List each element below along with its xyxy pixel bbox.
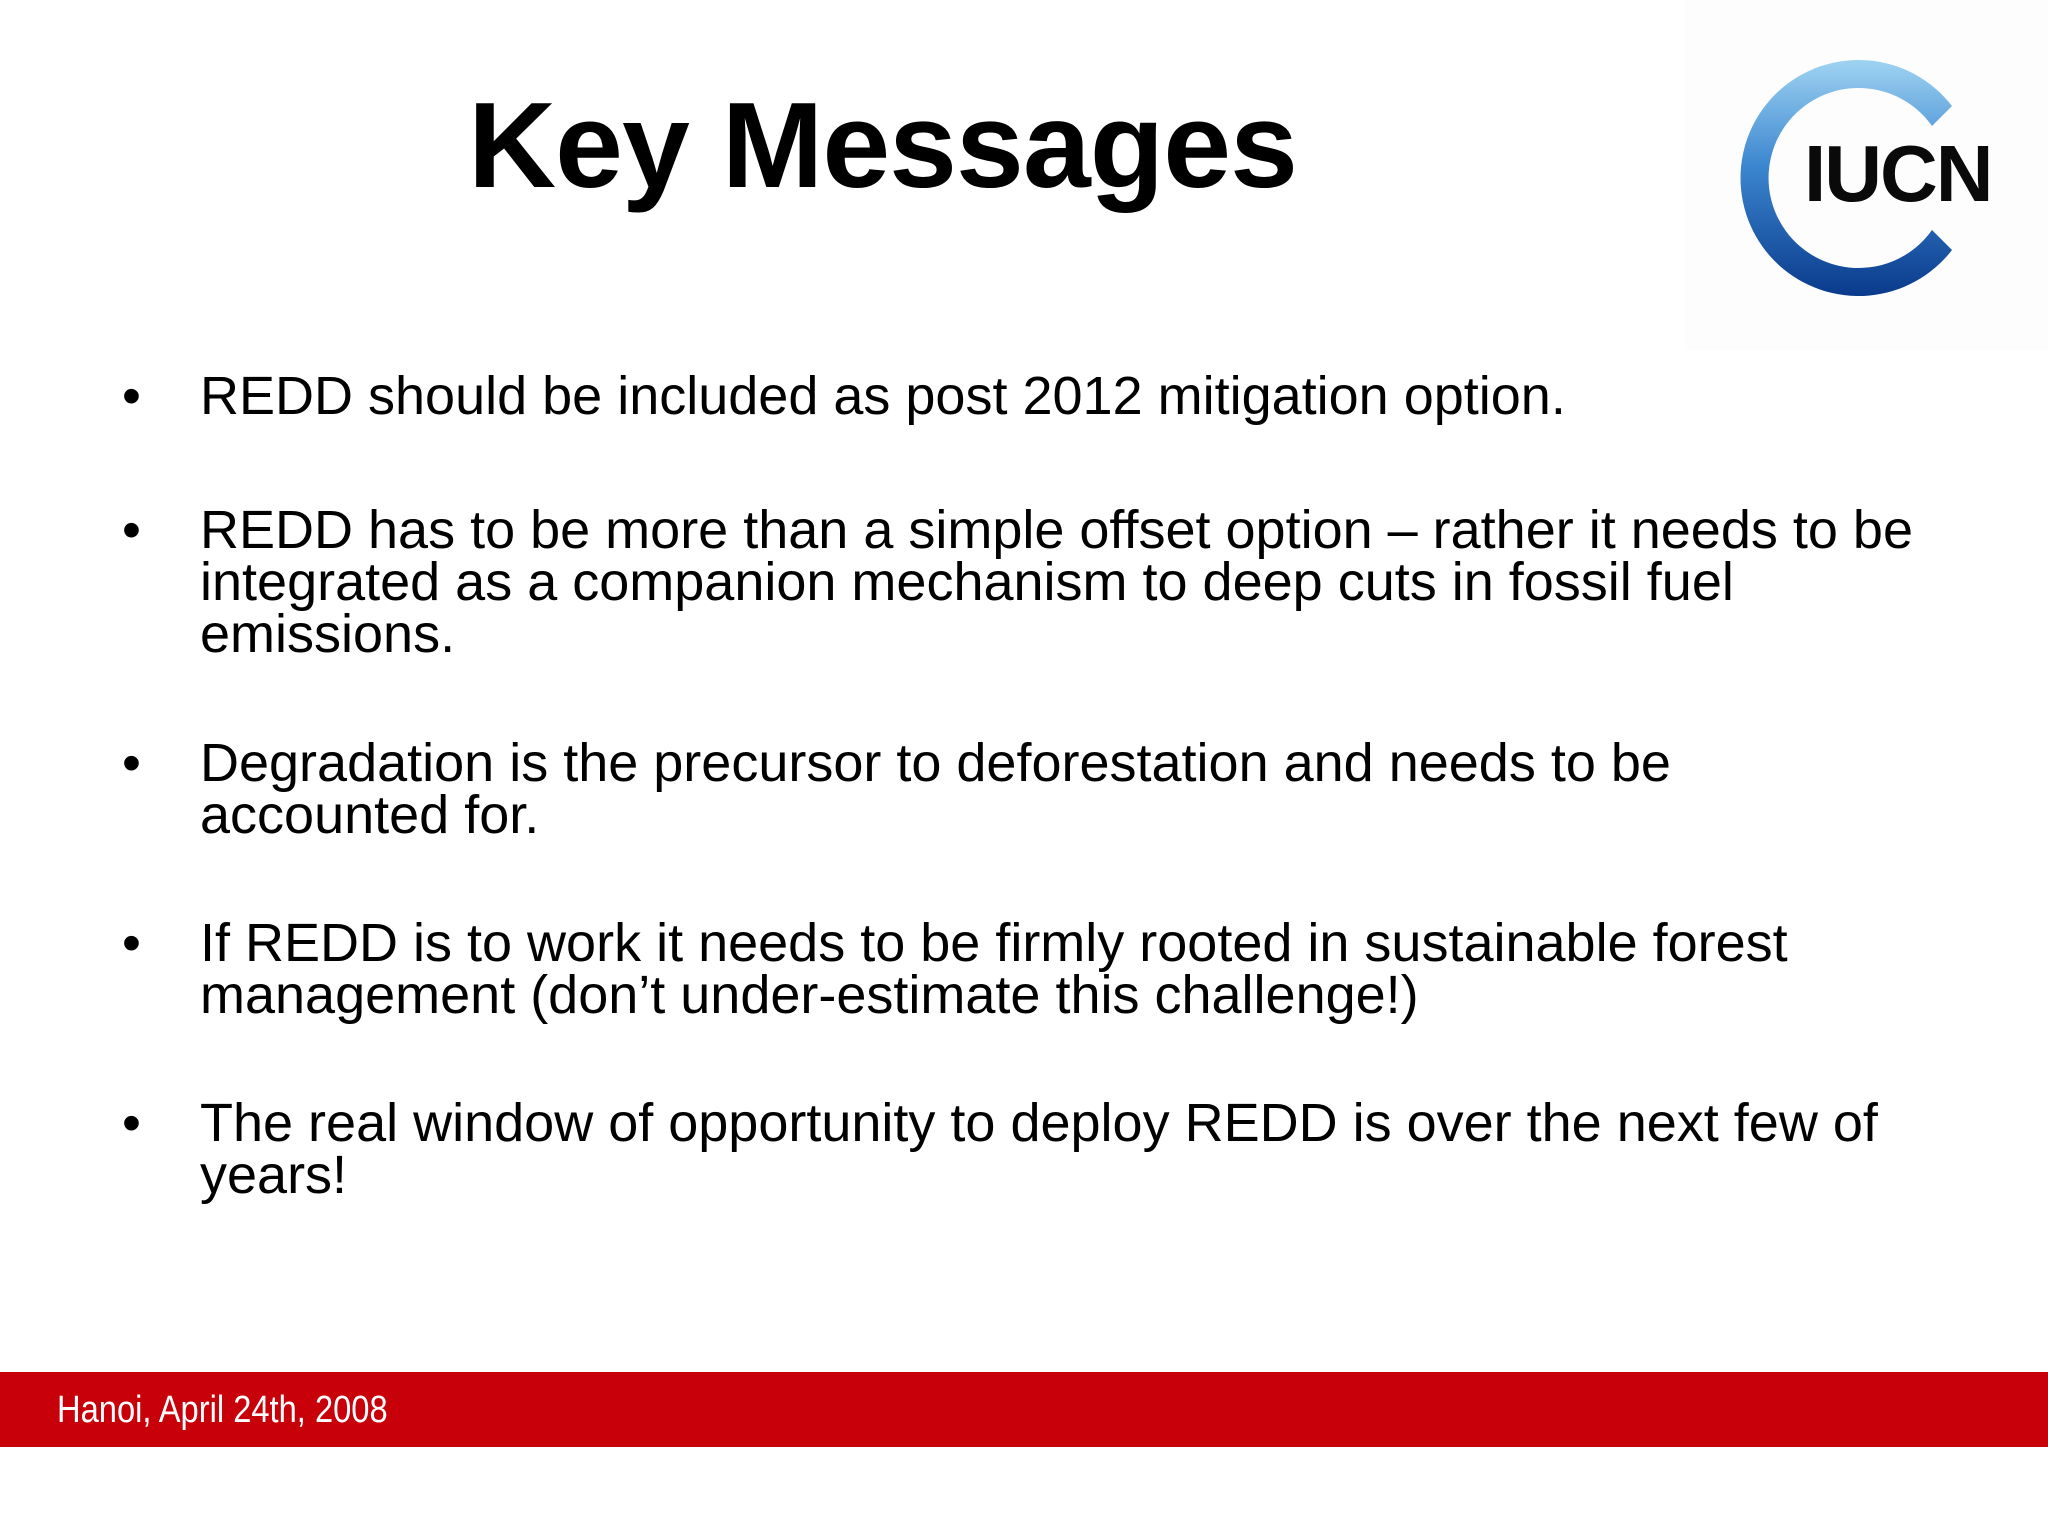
bullet-text: REDD should be included as post 2012 mitigation option. — [200, 366, 1566, 426]
bullet-text: REDD has to be more than a simple offset option – rather it needs to be integrated as a companion mechanism to deep cuts in fossil fuel emissions. — [200, 500, 1913, 664]
slide-title: Key Messages — [468, 77, 1297, 213]
bullet-marker: • — [122, 500, 141, 560]
bullet-marker: • — [122, 1093, 141, 1153]
footer-location-date: Hanoi, April 24th, 2008 — [57, 1389, 388, 1431]
bullet-marker: • — [122, 913, 141, 973]
bullet-marker: • — [122, 733, 141, 793]
bullet-text: Degradation is the precursor to deforestation and needs to be accounted for. — [200, 733, 1671, 845]
bullet-text: The real window of opportunity to deploy REDD is over the next few of years! — [200, 1093, 1878, 1205]
bullet-marker: • — [122, 366, 141, 426]
logo-text: IUCN — [1804, 129, 1992, 218]
bullet-text: If REDD is to work it needs to be firmly rooted in sustainable forest management (don’t under-estimate this challenge!) — [200, 913, 1788, 1025]
footer-bar — [0, 1372, 2048, 1447]
